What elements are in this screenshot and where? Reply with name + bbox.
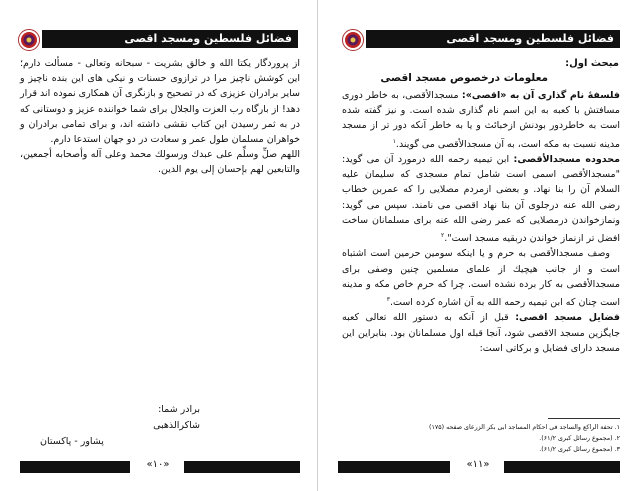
page-header: فضائل فلسطين ومسجد اقصى [42, 30, 298, 48]
paragraph-text: ابن تيميه رحمه الله درمورد آن مى گويد: "مسجدالأقصى اسمى است شامل تمام مسجدى كه سليمان عليه السلام آن را بنا نهاد. و بعضى ازمردم مصلايى را كه عمربن خطاب رضى الله عنه درجلوى آن بنا نهاد اقصى مى نامند. سپس مى گويد: ونمازخواندن درمصلايى كه عمر رضى الله عنه براى مسلمانان ساخت افضل تر ازنماز خواندن دربقيه مسجد است". [342, 153, 620, 245]
footnote-rule [548, 418, 620, 419]
body-text [20, 56, 300, 178]
paragraph-4 [342, 310, 620, 356]
footer-bar-right [504, 461, 620, 473]
page-number: «۱۱» [466, 459, 490, 470]
right-page [318, 0, 635, 491]
paragraph-2 [342, 152, 620, 246]
paragraph-text: قبل از آنكه به دستور الله تعالى كعبه جايگزين مسجد الاقصى شود، آنجا قبله اول مسلمانان بود. بنابراين اين مسجد داراى فضايل و بركاتى است: [342, 312, 620, 354]
left-page [0, 0, 317, 491]
footnote-ref: ۳ [386, 295, 390, 303]
footnote: ۳. (مجموع رسائل كبرى ۶۱/۲). [539, 446, 620, 453]
paragraph-3 [342, 246, 620, 310]
ornament-emblem-icon [18, 29, 40, 51]
paragraph-label: فلسفهٔ نام گذارى آن به «اقصى»: [461, 90, 620, 101]
section-title: مبحث اول: [565, 58, 619, 69]
paragraph-1 [342, 88, 620, 152]
paragraph-label: محدوده مسجدالأقصى: [513, 153, 620, 165]
paragraph: از پروردگار يكتا الله و خالق بشريت - سبحانه وتعالى - مسألت دارم؛ اين كوشش ناچيز مرا در ترازوى حسنات و نيكى هاى اين بنده ناچيز و ساير برادران عزيزى كه در تصحيح و بازنگرى آن همكارى نموده اند قرار دهد! از بارگاه رب العزت والجلال براى شما خواننده عزيز و دوستانى كه در به ثمر رسيدن اين كتاب نقشى داشته اند، و براى تمامى برادران و خواهران مسلمان طول عمر و سعادت در دو جهان استدعا دارم. [20, 58, 300, 146]
footnote: ۲. (مجموع رسائل كبرى ۶۱/۲). [539, 435, 620, 442]
signature-name: شاكرالذهبى [153, 420, 200, 431]
footer-bar-right [184, 461, 300, 473]
paragraph-label: فضايل مسجد اقصى: [515, 312, 621, 324]
page-number: «۱۰» [146, 459, 170, 470]
signature-label: برادر شما: [158, 404, 200, 415]
signature-location: پشاور - پاكستان [40, 436, 104, 447]
body-text [342, 88, 620, 356]
ornament-emblem-icon [342, 29, 364, 51]
paragraph-text: وصف مسجدالأقصى به حرم و يا اينكه سومين حرمين است اشتباه است و از جانب هيچيك از علماى مسلمين چنين وصفى براى مسجدالأقصى به كار برده نشده است. چرا كه حرم خاص مكه و مدينه است چنان كه ابن تيميه رحمه الله به آن اشاره كرده است. [342, 248, 620, 309]
footnote-ref: ۱ [392, 137, 396, 145]
footer-bar-left [338, 461, 450, 473]
page-header: فضائل فلسطين ومسجد اقصى [366, 30, 620, 48]
footnote: ۱. تحفة الراكع والساجد فى احكام المساجد ابى بكر الزرعاى صفحه (۱۷۵) [428, 424, 620, 431]
section-subtitle: معلومات درخصوص مسجد اقصى [380, 72, 548, 84]
paragraph-text: مسجدالأقصى، به خاطر دورى مسافتش با كعبه به اين اسم نام گذارى شده است. و نيز گفته شده است به خاطردور بودنش ازخبائث و يا به خاطر آنكه دور تر از مسجد مدينه نسبت به مكه است، به آن مسجدالأقصى مى گويند. [342, 90, 620, 150]
footnote-ref: ۲ [441, 231, 445, 239]
dua-paragraph: اللهم صلِّ وسلِّم على عبدك ورسولك محمد وعلى آله وأصحابه أجمعين، والتابعين لهم بإحسان إلى يوم الدين. [20, 149, 300, 176]
footer-bar-left [20, 461, 130, 473]
footnotes [342, 422, 620, 455]
